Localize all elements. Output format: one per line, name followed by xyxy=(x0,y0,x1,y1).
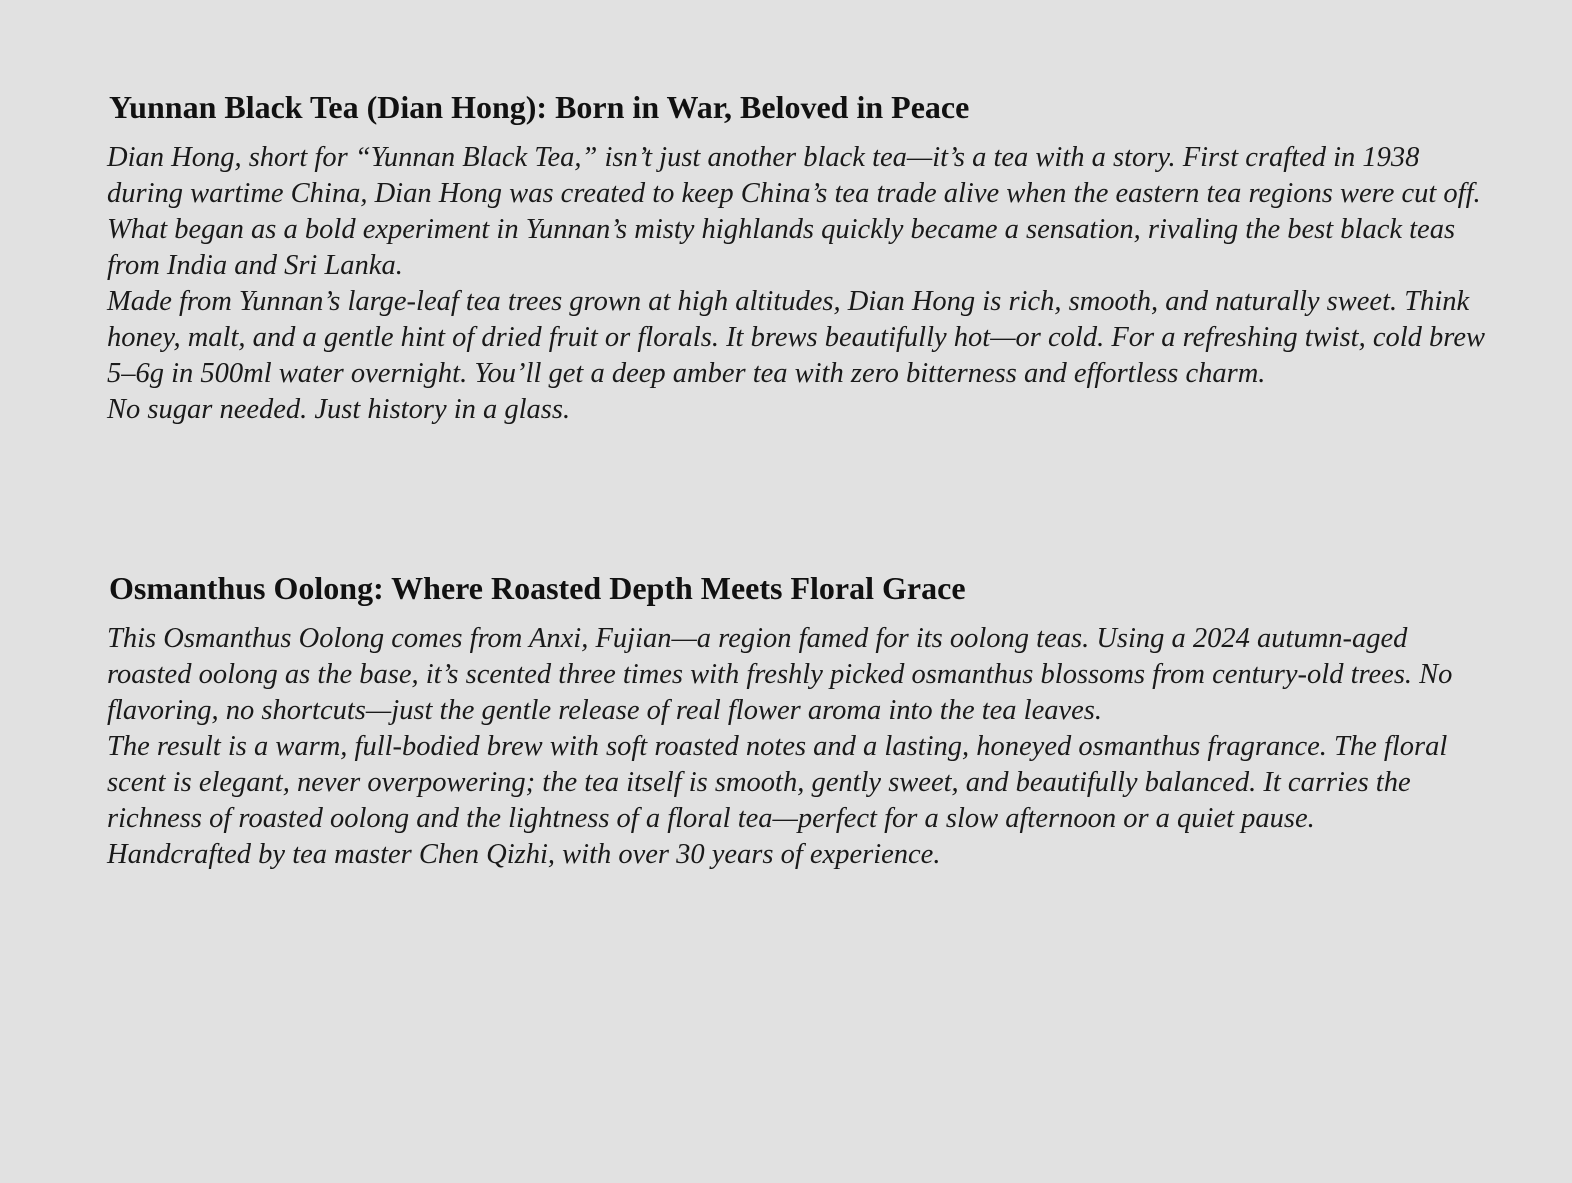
section-osmanthus-oolong xyxy=(107,569,1487,873)
paragraph: No sugar needed. Just history in a glass. xyxy=(107,394,571,425)
paragraph: This Osmanthus Oolong comes from Anxi, Fujian—a region famed for its oolong teas. Using a 2024 autumn-aged roasted oolong as the base, it’s scented three times with freshly picked osmanthus blossoms from century-old trees. No flavoring, no shortcuts—just the gentle release of real flower aroma into the tea leaves. xyxy=(107,623,1453,726)
section-yunnan-black-tea xyxy=(107,88,1487,428)
paragraph: The result is a warm, full-bodied brew with soft roasted notes and a lasting, honeyed osmanthus fragrance. The floral scent is elegant, never overpowering; the tea itself is smooth, gently sweet, and beautifully balanced. It carries the richness of roasted oolong and the lightness of a floral tea—perfect for a slow afternoon or a quiet pause. xyxy=(107,731,1448,834)
paragraph: Handcrafted by tea master Chen Qizhi, with over 30 years of experience. xyxy=(107,839,941,870)
paragraph: Dian Hong, short for “Yunnan Black Tea,” isn’t just another black tea—it’s a tea with a story. First crafted in 1938 during wartime China, Dian Hong was created to keep China’s tea trade alive when the eastern tea regions were cut off. What began as a bold experiment in Yunnan’s misty highlands quickly became a sensation, rivaling the best black teas from India and Sri Lanka. xyxy=(107,142,1481,281)
section-title: Yunnan Black Tea (Dian Hong): Born in War, Beloved in Peace xyxy=(109,89,970,125)
paragraph: Made from Yunnan’s large-leaf tea trees grown at high altitudes, Dian Hong is rich, smooth, and naturally sweet. Think honey, malt, and a gentle hint of dried fruit or florals. It brews beautifully hot—or cold. For a refreshing twist, cold brew 5–6g in 500ml water overnight. You’ll get a deep amber tea with zero bitterness and effortless charm. xyxy=(107,286,1485,389)
section-title: Osmanthus Oolong: Where Roasted Depth Meets Floral Grace xyxy=(109,570,966,606)
